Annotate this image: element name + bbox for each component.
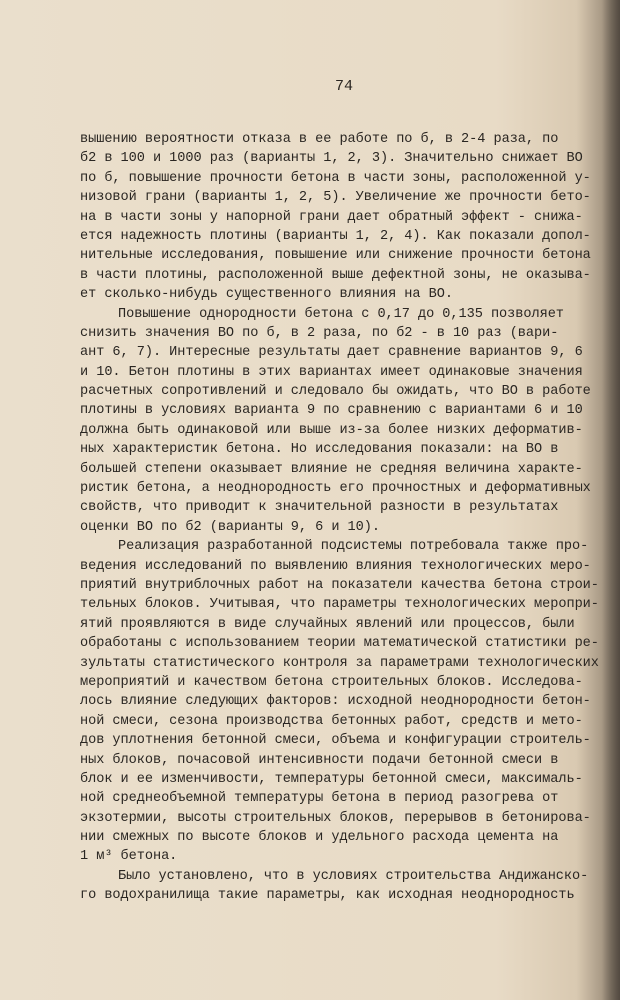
text-line: по б, повышение прочности бетона в части зоны, расположенной у-: [80, 170, 591, 186]
text-line: Реализация разработанной подсистемы потребовала также про-: [118, 539, 589, 555]
text-line: оценки ВО по б2 (варианты 9, 6 и 10).: [80, 519, 380, 535]
text-line: в части плотины, расположенной выше дефектной зоны, не оказыва-: [80, 267, 591, 283]
text-line: лось влияние следующих факторов: исходной неоднородности бетон-: [80, 694, 591, 710]
text-line: ных характеристик бетона. Но исследования показали: на ВО в: [80, 442, 559, 458]
text-line: 1 м³ бетона.: [80, 849, 178, 865]
text-line: ристик бетона, а неоднородность его прочностных и деформативных: [80, 481, 591, 497]
text-line: вышению вероятности отказа в ее работе по б, в 2-4 раза, по: [80, 132, 559, 147]
text-line: большей степени оказывает влияние не средняя величина характе-: [80, 461, 583, 477]
text-line: должна быть одинаковой или выше из-за более низких деформатив-: [80, 422, 583, 438]
page-number: 74: [335, 78, 354, 95]
binding-shadow: [602, 0, 620, 1000]
text-line: плотины в условиях варианта 9 по сравнению с вариантами 6 и 10: [80, 403, 583, 419]
text-line: блок и ее изменчивости, температуры бетонной смеси, максималь-: [80, 771, 583, 787]
text-line: Повышение однородности бетона с 0,17 до 0,135 позволяет: [118, 306, 564, 322]
text-line: экзотермии, высоты строительных блоков, перерывов в бетонирова-: [80, 810, 591, 826]
text-line: дов уплотнения бетонной смеси, объема и конфигурации строитель-: [80, 733, 591, 749]
text-line: ятий проявляются в виде случайных явлений или процессов, были: [80, 616, 575, 632]
text-line: обработаны с использованием теории математической статистики ре-: [80, 636, 599, 652]
text-line: нии смежных по высоте блоков и удельного расхода цемента на: [80, 830, 559, 846]
text-line: ант 6, 7). Интересные результаты дает сравнение вариантов 9, 6: [80, 345, 583, 361]
body-text: [80, 130, 600, 906]
text-line: мероприятий и качеством бетона строительных блоков. Исследова-: [80, 674, 583, 690]
text-line: тельных блоков. Учитывая, что параметры технологических меропри-: [80, 597, 599, 613]
text-line: ных блоков, почасовой интенсивности подачи бетонной смеси в: [80, 752, 559, 768]
text-line: и 10. Бетон плотины в этих вариантах имеет одинаковые значения: [80, 364, 583, 380]
text-line: приятий внутриблочных работ на показатели качества бетона строи-: [80, 577, 599, 593]
text-line: ной смеси, сезона производства бетонных работ, средств и мето-: [80, 713, 583, 729]
text-line: низовой грани (варианты 1, 2, 5). Увеличение же прочности бето-: [80, 190, 591, 206]
text-line: снизить значения ВО по б, в 2 раза, по б2 - в 10 раз (вари-: [80, 325, 559, 341]
text-line: ведения исследований по выявлению влияния технологических меро-: [80, 558, 591, 574]
text-line: расчетных сопротивлений и следовало бы ожидать, что ВО в работе: [80, 384, 591, 400]
text-line: на в части зоны у напорной грани дает обратный эффект - снижа-: [80, 209, 583, 225]
text-line: нительные исследования, повышение или снижение прочности бетона: [80, 248, 591, 264]
text-line: го водохранилища такие параметры, как исходная неоднородность: [80, 888, 575, 904]
text-line: ной среднеобъемной температуры бетона в период разогрева от: [80, 791, 559, 807]
text-line: свойств, что приводит к значительной разности в результатах: [80, 500, 559, 516]
text-line: ется надежность плотины (варианты 1, 2, 4). Как показали допол-: [80, 228, 591, 244]
text-line: зультаты статистического контроля за параметрами технологических: [80, 655, 599, 671]
text-line: ет сколько-нибудь существенного влияния на ВО.: [80, 287, 453, 303]
text-line: Было установлено, что в условиях строительства Андижанско-: [118, 868, 589, 884]
text-line: б2 в 100 и 1000 раз (варианты 1, 2, 3). Значительно снижает ВО: [80, 151, 583, 167]
